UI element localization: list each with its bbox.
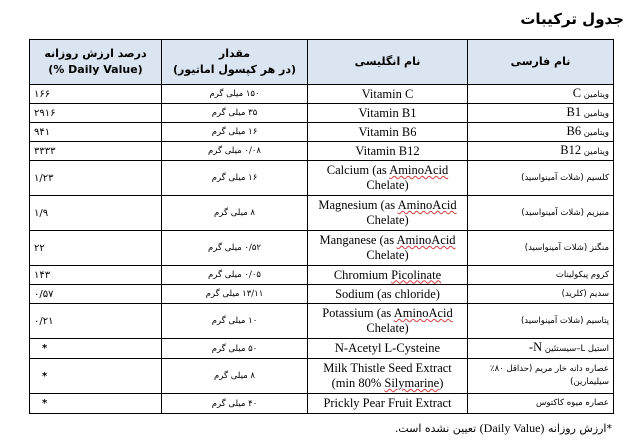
cell-persian-name xyxy=(468,104,614,123)
persian-name-text: منیزیم (شلات آمینواسید) xyxy=(521,207,609,218)
persian-name-text: منگنز (شلات آمینواسید) xyxy=(524,242,609,253)
table-row xyxy=(30,394,614,414)
cell-persian-name xyxy=(468,85,614,104)
table-body xyxy=(30,85,614,414)
persian-name-text: ویتامین xyxy=(583,89,609,100)
table-row xyxy=(30,104,614,123)
cell-persian-name xyxy=(468,231,614,266)
cell-persian-name xyxy=(468,266,614,285)
header-english-name: نام انگلیسی xyxy=(308,40,468,85)
persian-name-line1 xyxy=(472,341,609,356)
persian-name-text: پتاسیم (شلات آمینواسید) xyxy=(520,315,609,326)
table-row xyxy=(30,285,614,304)
cell-persian-name xyxy=(468,123,614,142)
cell-persian-name xyxy=(468,394,614,414)
footnote-text2: تعیین نشده است. xyxy=(394,422,477,435)
cell-amount: ۱۶ میلی گرم xyxy=(162,123,308,142)
header-amount-line2: (در هر کپسول اماتیور) xyxy=(172,63,297,76)
english-name-line1: Vitamin C xyxy=(361,86,414,101)
cell-persian-name xyxy=(468,359,614,394)
footnote xyxy=(395,421,612,436)
cell-amount: ۵۰ میلی گرم xyxy=(162,339,308,359)
persian-name-line1 xyxy=(472,144,609,159)
persian-name-text: ویتامین xyxy=(583,108,609,119)
persian-name-line1 xyxy=(472,87,609,102)
table-row xyxy=(30,339,614,359)
cell-persian-name xyxy=(468,285,614,304)
persian-name-line1 xyxy=(472,207,609,220)
english-name-line1: Prickly Pear Fruit Extract xyxy=(323,396,452,410)
persian-name-latin: B6 xyxy=(566,123,582,138)
cell-english-name xyxy=(308,339,468,359)
page-title: جدول ترکیبات xyxy=(520,10,624,28)
english-name-line1: Chromium Picolinate xyxy=(333,267,442,282)
persian-name-latin: B12 xyxy=(560,142,582,157)
english-name-line1: Vitamin B1 xyxy=(358,105,417,120)
cell-english-name xyxy=(308,196,468,231)
cell-daily-value: ۱۶۶ xyxy=(30,85,162,104)
footnote-text1: ارزش روزانه xyxy=(547,422,607,435)
cell-persian-name xyxy=(468,196,614,231)
header-daily-value-line1: درصد ارزش روزانه xyxy=(44,47,147,60)
cell-daily-value: * xyxy=(30,359,162,394)
cell-daily-value: ۱/۹ xyxy=(30,196,162,231)
cell-amount: ۰/۰۸ میلی گرم xyxy=(162,142,308,161)
english-name-line1: Sodium (as chloride) xyxy=(335,286,440,301)
english-name-line2: Chelate) xyxy=(366,248,409,262)
cell-amount: ۱۵۰ میلی گرم xyxy=(162,85,308,104)
cell-amount: ۸ میلی گرم xyxy=(162,196,308,231)
english-name-line1: Vitamin B6 xyxy=(358,124,417,139)
cell-amount: ۱۰ میلی گرم xyxy=(162,304,308,339)
persian-name-line1 xyxy=(472,172,609,185)
english-name-line2: Chelate) xyxy=(366,178,409,192)
cell-english-name xyxy=(308,359,468,394)
table-row xyxy=(30,231,614,266)
cell-daily-value: * xyxy=(30,339,162,359)
cell-amount: ۳۵ میلی گرم xyxy=(162,104,308,123)
cell-persian-name xyxy=(468,142,614,161)
table-row xyxy=(30,85,614,104)
header-persian-name: نام فارسی xyxy=(468,40,614,85)
cell-english-name xyxy=(308,161,468,196)
table-row xyxy=(30,359,614,394)
cell-english-name xyxy=(308,231,468,266)
header-daily-value-line2: (% Daily Value) xyxy=(48,63,143,76)
table-row xyxy=(30,304,614,339)
english-name-line1: Potassium (as AminoAcid xyxy=(322,306,453,320)
cell-english-name xyxy=(308,123,468,142)
persian-name-line1 xyxy=(472,242,609,255)
cell-amount: ۱۳/۱۱ میلی گرم xyxy=(162,285,308,304)
cell-english-name xyxy=(308,285,468,304)
english-name-line1: Vitamin B12 xyxy=(355,143,420,158)
persian-name-line1 xyxy=(472,397,609,410)
cell-daily-value: ۲۹۱۶ xyxy=(30,104,162,123)
cell-amount: ۱۶ میلی گرم xyxy=(162,161,308,196)
persian-name-line1 xyxy=(472,363,609,376)
persian-name-text: استیل L–سیستئین xyxy=(544,344,609,354)
cell-english-name xyxy=(308,394,468,414)
cell-english-name xyxy=(308,304,468,339)
english-name-line1: Milk Thistle Seed Extract xyxy=(323,361,452,375)
cell-persian-name xyxy=(468,339,614,359)
english-name-line1: Magnesium (as AminoAcid xyxy=(318,198,457,212)
english-name-line2: (min 80% Silymarine) xyxy=(331,376,444,390)
table-row xyxy=(30,161,614,196)
english-name-line1: N-Acetyl L-Cysteine xyxy=(334,341,441,355)
cell-english-name xyxy=(308,104,468,123)
table-row xyxy=(30,266,614,285)
persian-name-text: ویتامین xyxy=(583,146,609,157)
persian-name-text: عصاره میوه کاکتوس xyxy=(536,398,609,408)
cell-amount: ۰/۵۲ میلی گرم xyxy=(162,231,308,266)
cell-daily-value: ۳۳۳۳ xyxy=(30,142,162,161)
header-amount xyxy=(162,40,308,85)
cell-amount: ۰/۰۵ میلی گرم xyxy=(162,266,308,285)
cell-daily-value: ۱/۲۳ xyxy=(30,161,162,196)
ingredients-table xyxy=(29,39,614,414)
english-name-line1: Manganese (as AminoAcid xyxy=(319,233,456,247)
table-row xyxy=(30,142,614,161)
english-name-line2: Chelate) xyxy=(366,321,409,335)
table-header-row xyxy=(30,40,614,85)
persian-name-latin: C xyxy=(572,85,582,100)
persian-name-text: کروم پیکولینات xyxy=(555,269,609,280)
footnote-star: * xyxy=(606,422,612,435)
persian-name-latin: B1 xyxy=(566,104,582,119)
table-row xyxy=(30,123,614,142)
persian-name-text: کلسیم (شلات آمینواسید) xyxy=(521,172,609,183)
cell-daily-value: * xyxy=(30,394,162,414)
english-name-line2: Chelate) xyxy=(366,213,409,227)
header-daily-value xyxy=(30,40,162,85)
table-row xyxy=(30,196,614,231)
persian-name-line1 xyxy=(472,106,609,121)
cell-daily-value: ۱۴۳ xyxy=(30,266,162,285)
cell-daily-value: ۲۲ xyxy=(30,231,162,266)
persian-name-line1 xyxy=(472,269,609,282)
persian-name-line1 xyxy=(472,288,609,301)
persian-name-text: عصاره دانه خار مریم (حداقل ۸۰٪ xyxy=(490,364,609,374)
persian-name-text: سدیم (کلرید) xyxy=(561,288,609,299)
cell-persian-name xyxy=(468,304,614,339)
persian-name-line1 xyxy=(472,125,609,140)
cell-persian-name xyxy=(468,161,614,196)
footnote-text-en: (Daily Value) xyxy=(479,421,545,435)
english-name-line1: Calcium (as AminoAcid xyxy=(326,163,449,177)
cell-daily-value: ۰/۵۷ xyxy=(30,285,162,304)
cell-amount: ۴۰ میلی گرم xyxy=(162,394,308,414)
cell-english-name xyxy=(308,85,468,104)
cell-daily-value: ۰/۲۱ xyxy=(30,304,162,339)
persian-name-line1 xyxy=(472,315,609,328)
persian-name-line2: سیلیمارین) xyxy=(570,377,609,387)
persian-name-text: ویتامین xyxy=(583,127,609,138)
cell-amount: ۸ میلی گرم xyxy=(162,359,308,394)
header-amount-line1: مقدار xyxy=(218,47,251,60)
cell-daily-value: ۹۴۱ xyxy=(30,123,162,142)
cell-english-name xyxy=(308,266,468,285)
cell-english-name xyxy=(308,142,468,161)
persian-name-latin: N- xyxy=(528,340,543,354)
